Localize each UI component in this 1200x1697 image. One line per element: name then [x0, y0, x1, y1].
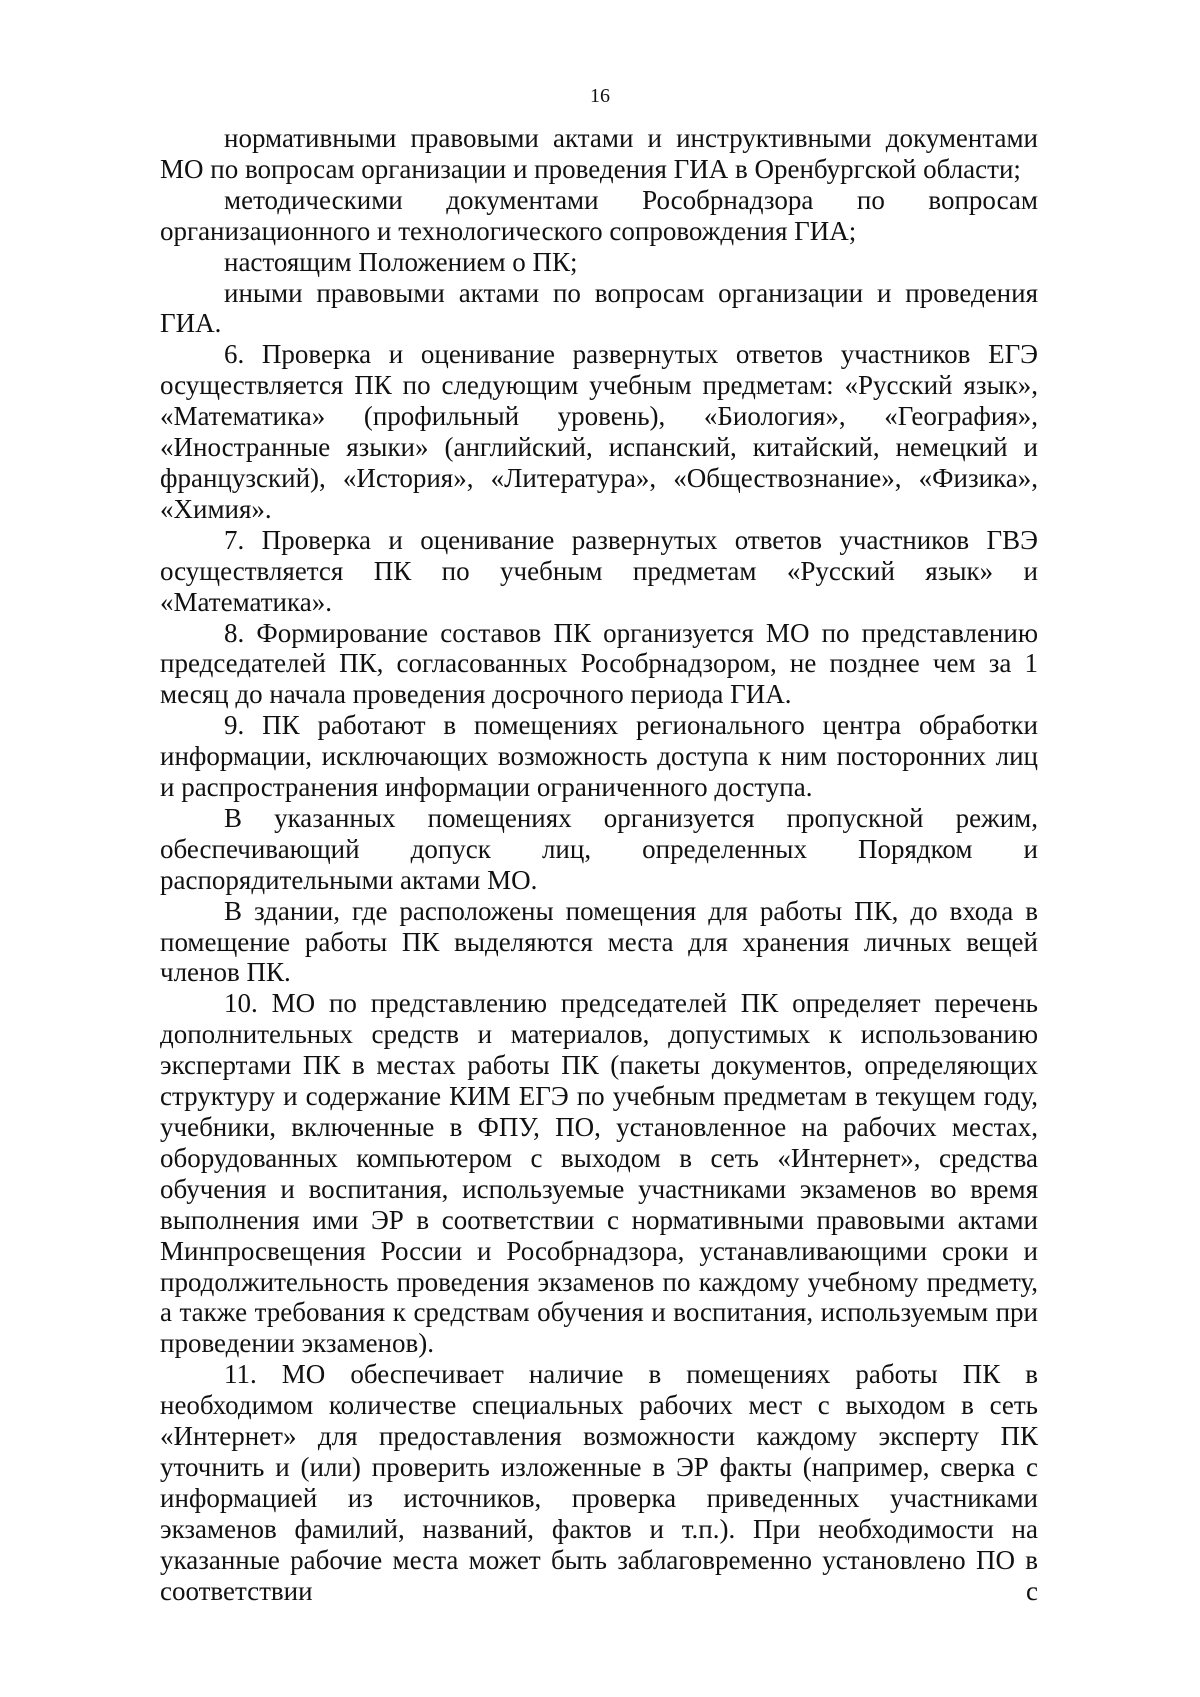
paragraph-normative-acts: нормативными правовыми актами и инструктивными документами МО по вопросам организации и проведения ГИА в Оренбургской области;	[160, 123, 1038, 184]
paragraph-this-regulation: настоящим Положением о ПК;	[224, 246, 578, 277]
paragraph-item-9: 9. ПК работают в помещениях регионального центра обработки информации, исключающих возможность доступа к ним посторонних лиц и распространения информации ограниченного доступа.	[160, 710, 1038, 803]
paragraph-item-8: 8. Формирование составов ПК организуется МО по представлению председателей ПК, согласованных Рособрнадзором, не позднее чем за 1 месяц до начала проведения досрочного периода ГИА.	[160, 617, 1038, 710]
paragraph-personal-belongings: В здании, где расположены помещения для работы ПК, до входа в помещение работы ПК выделяются места для хранения личных вещей членов ПК.	[160, 895, 1038, 988]
paragraph-item-10: 10. МО по представлению председателей ПК определяет перечень дополнительных средств и материалов, допустимых к использованию экспертами ПК в местах работы ПК (пакеты документов, определяющих структуру и содержание КИМ ЕГЭ по учебным предметам в текущем году, учебники, включенные в ФПУ, ПО, установленное на рабочих местах, оборудованных компьютером с выходом в сеть «Интернет», средства обучения и воспитания, используемые участниками экзаменов во время выполнения ими ЭР в соответствии с нормативными правовыми актами Минпросвещения России и Рособрнадзора, устанавливающими сроки и продолжительность проведения экзаменов по каждому учебному предмету, а также требования к средствам обучения и воспитания, используемым при проведении экзаменов).	[160, 988, 1038, 1359]
paragraph-item-11: 11. МО обеспечивает наличие в помещениях работы ПК в необходимом количестве специальных рабочих мест с выходом в сеть «Интернет» для предоставления возможности каждому эксперту ПК уточнить и (или) проверить изложенные в ЭР факты (например, сверка с информацией из источников, проверка приведенных участниками экзаменов фамилий, названий, фактов и т.п.). При необходимости на указанные рабочие места может быть заблаговременно установлено ПО в соответствии с	[160, 1359, 1038, 1606]
paragraph-access-regime: В указанных помещениях организуется пропускной режим, обеспечивающий допуск лиц, определенных Порядком и распорядительными актами МО.	[160, 802, 1038, 895]
page-number: 16	[590, 85, 610, 107]
paragraph-methodical-documents: методическими документами Рособрнадзора по вопросам организационного и технологического сопровождения ГИА;	[160, 184, 1038, 246]
paragraph-other-legal-acts: иными правовыми актами по вопросам организации и проведения ГИА.	[160, 277, 1038, 339]
document-body	[160, 123, 1038, 1607]
paragraph-item-7: 7. Проверка и оценивание развернутых ответов участников ГВЭ осуществляется ПК по учебным предметам «Русский язык» и «Математика».	[160, 524, 1038, 617]
paragraph-item-6: 6. Проверка и оценивание развернутых ответов участников ЕГЭ осуществляется ПК по следующим учебным предметам: «Русский язык», «Математика» (профильный уровень), «Биология», «География», «Иностранные языки» (английский, испанский, китайский, немецкий и французский), «История», «Литература», «Обществознание», «Физика», «Химия».	[160, 339, 1038, 524]
